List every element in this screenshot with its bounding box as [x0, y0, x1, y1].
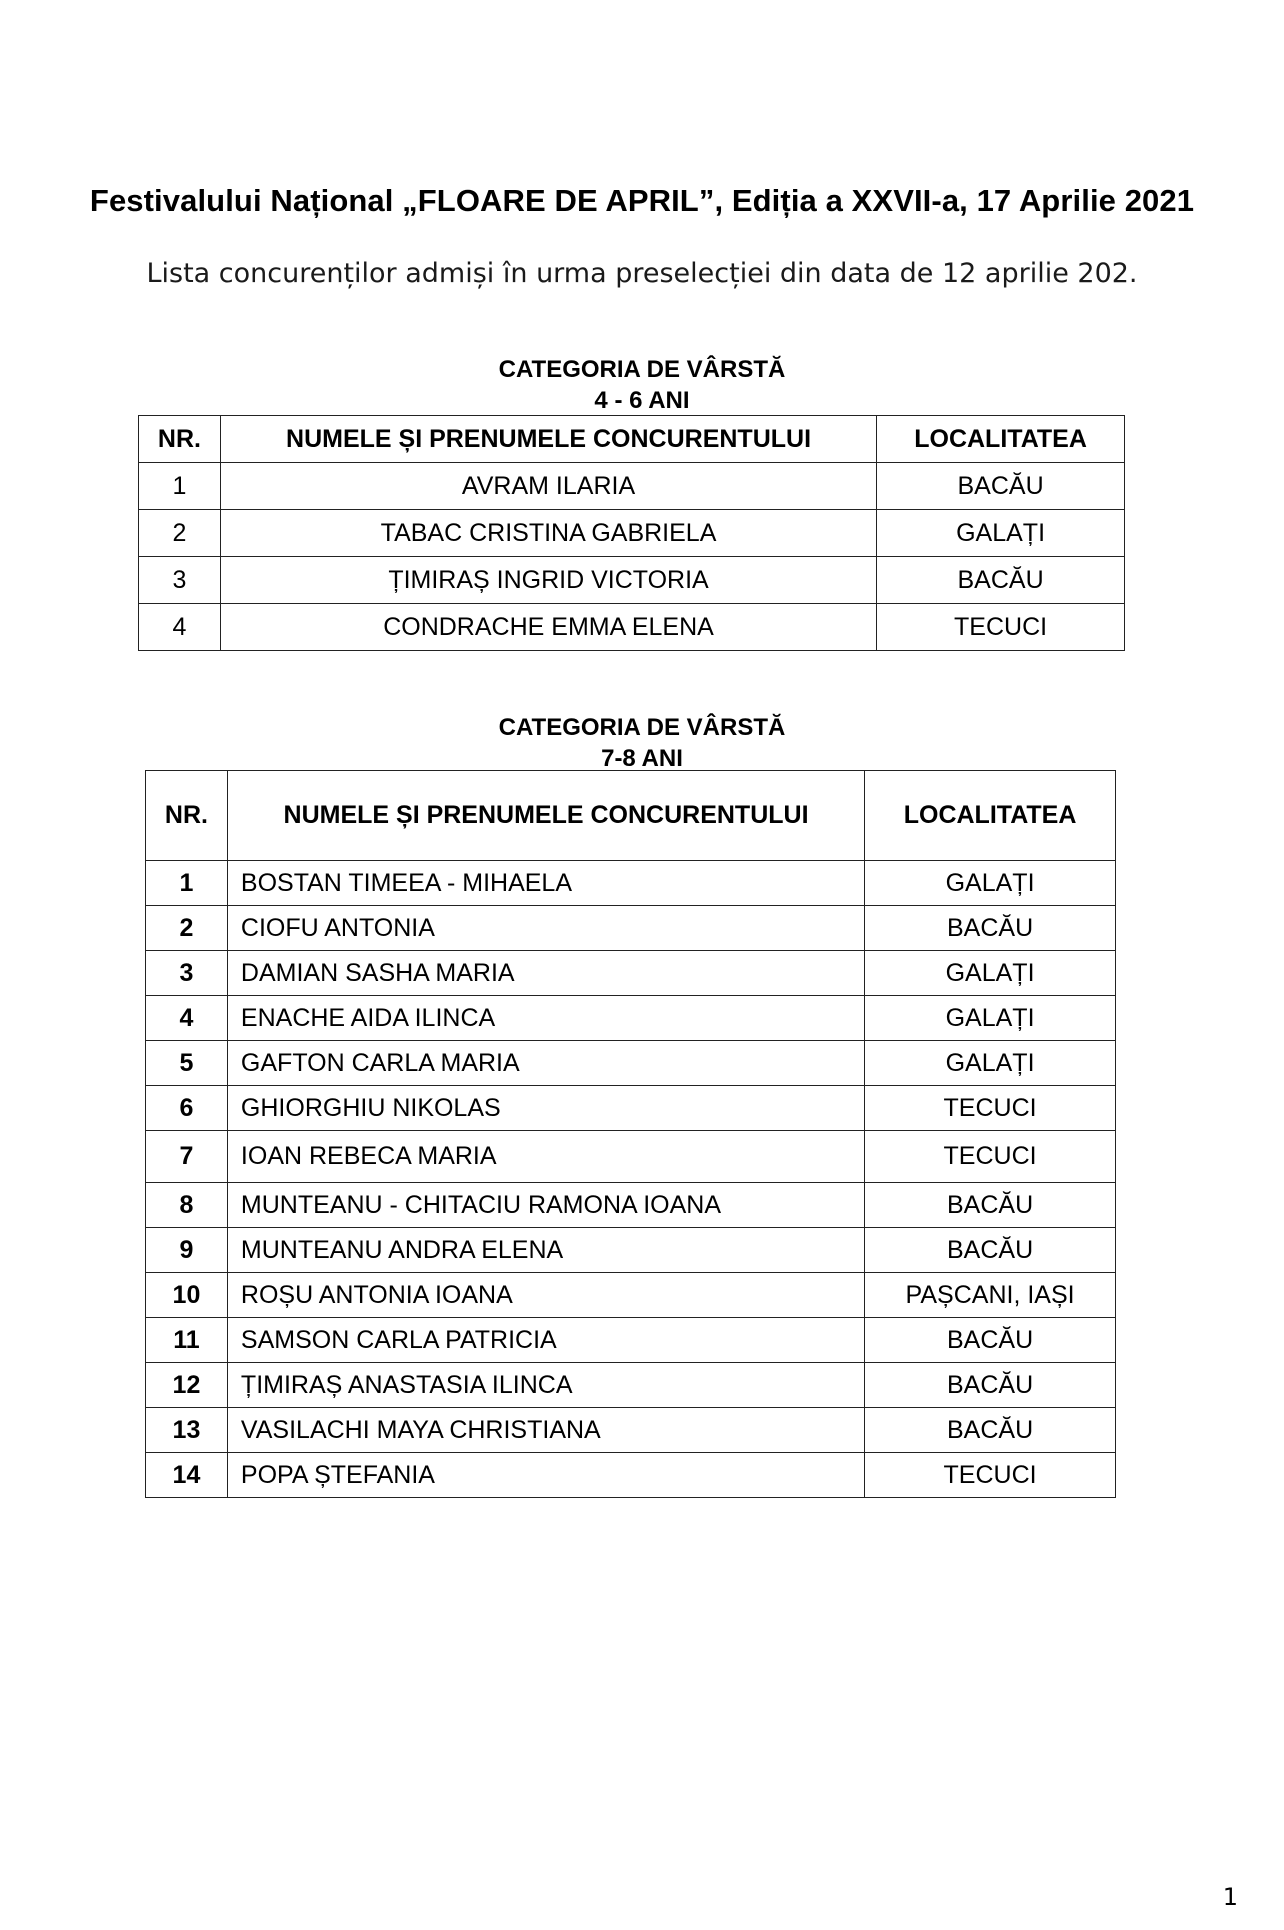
cell-name: BOSTAN TIMEEA - MIHAELA [227, 861, 864, 906]
page-subtitle: Lista concurenților admiși în urma preselecției din data de 12 aprilie 202. [146, 258, 1138, 289]
cell-locality: TECUCI [865, 1131, 1116, 1183]
cell-nr: 3 [146, 951, 228, 996]
cell-locality: GALAȚI [865, 996, 1116, 1041]
header-name: NUMELE ȘI PRENUMELE CONCURENTULUI [227, 771, 864, 861]
cell-name: ȚIMIRAȘ ANASTASIA ILINCA [227, 1363, 864, 1408]
table-row [139, 463, 1125, 510]
page-title: Festivalului Național „FLOARE DE APRIL”, Ediția a XXVII-a, 17 Aprilie 2021 [89, 183, 1195, 218]
table-row [146, 996, 1116, 1041]
cell-locality: TECUCI [877, 604, 1125, 651]
table-row [146, 1228, 1116, 1273]
cell-locality: BACĂU [865, 1408, 1116, 1453]
cell-nr: 3 [139, 557, 221, 604]
cell-nr: 8 [146, 1183, 228, 1228]
cell-nr: 4 [139, 604, 221, 651]
cell-locality: BACĂU [865, 1318, 1116, 1363]
cell-name: AVRAM ILARIA [220, 463, 876, 510]
cell-nr: 13 [146, 1408, 228, 1453]
table-row [146, 1363, 1116, 1408]
cell-name: IOAN REBECA MARIA [227, 1131, 864, 1183]
cell-locality: BACĂU [877, 463, 1125, 510]
category-heading-7-8 [0, 712, 1284, 774]
cell-locality: BACĂU [865, 1183, 1116, 1228]
table-row [139, 510, 1125, 557]
cell-locality: TECUCI [865, 1453, 1116, 1498]
cell-name: MUNTEANU - CHITACIU RAMONA IOANA [227, 1183, 864, 1228]
cell-name: ROȘU ANTONIA IOANA [227, 1273, 864, 1318]
cell-nr: 14 [146, 1453, 228, 1498]
cell-locality: BACĂU [865, 1228, 1116, 1273]
cell-nr: 2 [139, 510, 221, 557]
category-heading-label: CATEGORIA DE VÂRSTĂ [498, 356, 786, 383]
table-row [146, 1131, 1116, 1183]
category-age-range: 4 - 6 ANI [594, 387, 690, 414]
cell-name: CONDRACHE EMMA ELENA [220, 604, 876, 651]
cell-locality: GALAȚI [877, 510, 1125, 557]
table-header-row [146, 771, 1116, 861]
cell-name: DAMIAN SASHA MARIA [227, 951, 864, 996]
contestants-table-7-8 [145, 770, 1116, 1498]
cell-locality: BACĂU [877, 557, 1125, 604]
cell-nr: 1 [139, 463, 221, 510]
table-row [146, 1183, 1116, 1228]
table-row [146, 861, 1116, 906]
table-row [146, 1041, 1116, 1086]
header-locality: LOCALITATEA [865, 771, 1116, 861]
cell-locality: BACĂU [865, 1363, 1116, 1408]
cell-locality: GALAȚI [865, 1041, 1116, 1086]
contestants-table-4-6 [138, 415, 1125, 651]
cell-nr: 1 [146, 861, 228, 906]
cell-nr: 4 [146, 996, 228, 1041]
cell-name: ENACHE AIDA ILINCA [227, 996, 864, 1041]
cell-locality: TECUCI [865, 1086, 1116, 1131]
cell-locality: GALAȚI [865, 951, 1116, 996]
category-heading-label: CATEGORIA DE VÂRSTĂ [498, 714, 786, 741]
category-age-range: 7-8 ANI [601, 745, 683, 772]
cell-nr: 12 [146, 1363, 228, 1408]
cell-nr: 9 [146, 1228, 228, 1273]
header-nr: NR. [146, 771, 228, 861]
table-row [146, 1453, 1116, 1498]
cell-nr: 7 [146, 1131, 228, 1183]
cell-name: VASILACHI MAYA CHRISTIANA [227, 1408, 864, 1453]
cell-name: ȚIMIRAȘ INGRID VICTORIA [220, 557, 876, 604]
cell-name: SAMSON CARLA PATRICIA [227, 1318, 864, 1363]
cell-name: TABAC CRISTINA GABRIELA [220, 510, 876, 557]
cell-name: POPA ȘTEFANIA [227, 1453, 864, 1498]
table-row [146, 906, 1116, 951]
header-name: NUMELE ȘI PRENUMELE CONCURENTULUI [220, 416, 876, 463]
table-row [146, 1086, 1116, 1131]
header-nr: NR. [139, 416, 221, 463]
cell-locality: PAȘCANI, IAȘI [865, 1273, 1116, 1318]
cell-nr: 11 [146, 1318, 228, 1363]
header-locality: LOCALITATEA [877, 416, 1125, 463]
cell-locality: BACĂU [865, 906, 1116, 951]
table-row [139, 557, 1125, 604]
cell-nr: 10 [146, 1273, 228, 1318]
cell-name: MUNTEANU ANDRA ELENA [227, 1228, 864, 1273]
cell-locality: GALAȚI [865, 861, 1116, 906]
page-number: 1 [1222, 1883, 1238, 1911]
table-header-row [139, 416, 1125, 463]
table-row [146, 951, 1116, 996]
table-row [146, 1273, 1116, 1318]
cell-nr: 5 [146, 1041, 228, 1086]
table-row [139, 604, 1125, 651]
cell-name: GHIORGHIU NIKOLAS [227, 1086, 864, 1131]
cell-nr: 6 [146, 1086, 228, 1131]
cell-name: CIOFU ANTONIA [227, 906, 864, 951]
category-heading-4-6 [0, 354, 1284, 416]
table-row [146, 1408, 1116, 1453]
cell-name: GAFTON CARLA MARIA [227, 1041, 864, 1086]
cell-nr: 2 [146, 906, 228, 951]
table-row [146, 1318, 1116, 1363]
